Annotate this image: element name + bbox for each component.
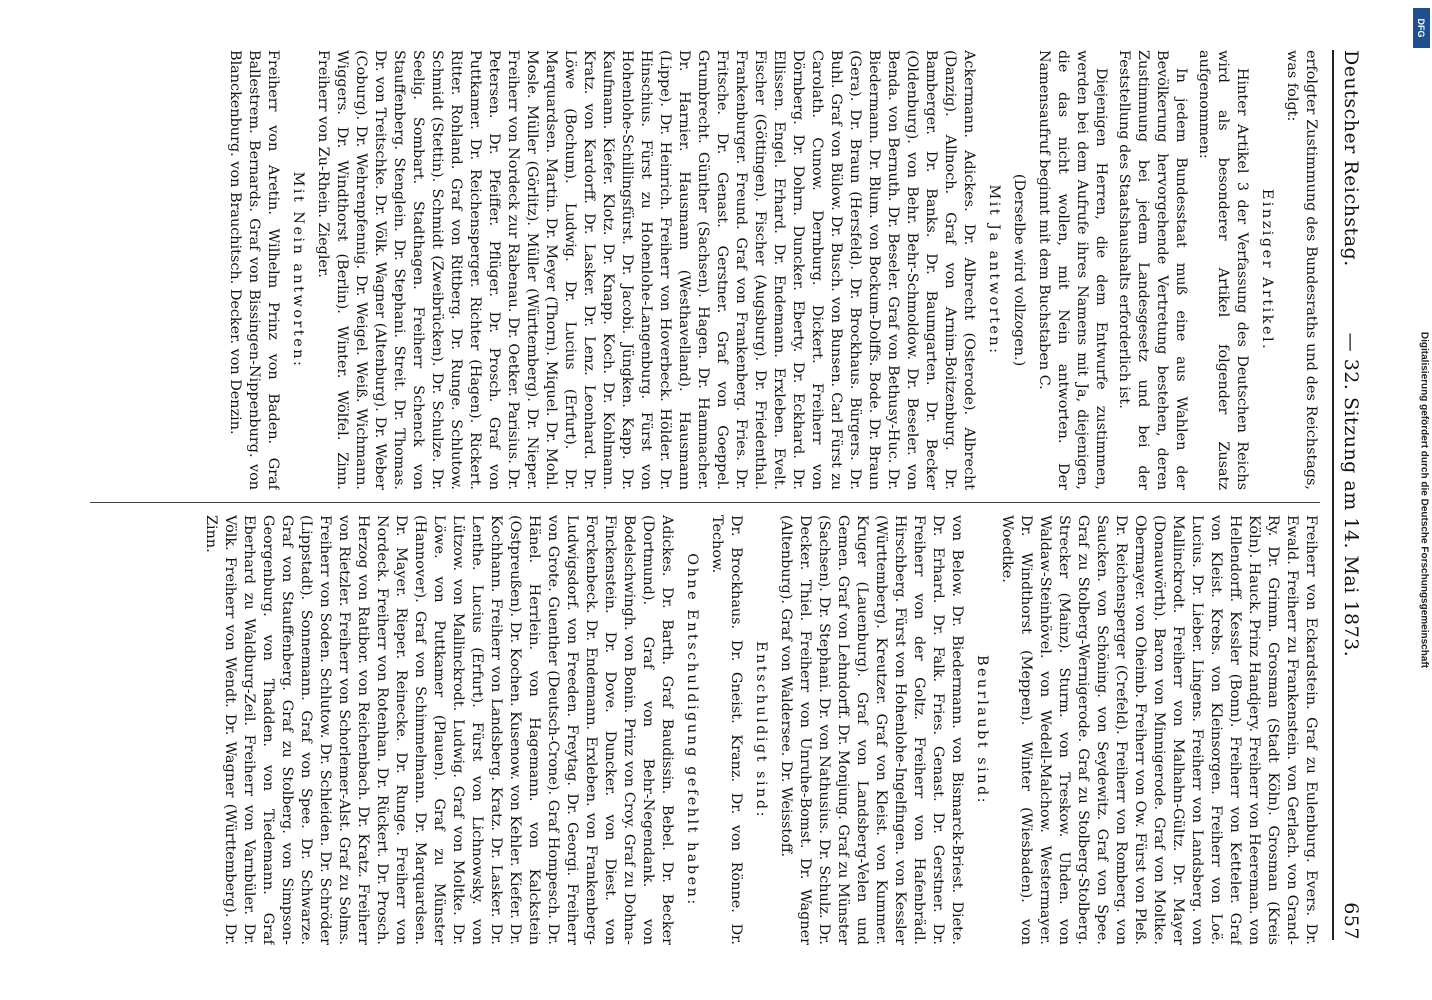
right-column-paragraph: Adickes. Dr. Barth. Graf Baudissin. Bebel. Dr. Becker (Dortmund). Graf von Behr-Negendank. von Bodelschwingh. von Bonin. Prinz von Croy. Graf zu Dohna-Finckenstein. Dr. Dove. Duncker. von Diest. von Forckenbeck. Dr. Endemann. Erxleben. von Frankenberg-Ludwigsdorf. von Freeden. Freytag. Dr. Georgi. Freiherr von Grote. Guenther (Deutsch-Crone). Graf Hompesch. Dr. Hänel. Herrlein. von Hagemann. von Kalckstein (Ostpreußen). Dr. Kochen. Kusenow. von Kehler. Kiefer. Dr. Kochhann. Freiherr von Landsberg. Kratz. Dr. Lasker. Dr. Lenthe. Lucius (Erfurt). Fürst von Lichnowsky. von Lützow. von Mallinckrodt. Ludwig. Graf von Moltke. Dr. Löwe. von Puttkamer (Plauen). Graf zu Münster (Hannover). Graf von Schimmelmann. Dr. Marquardsen. Dr. Mayer. Rieper. Reinecke. Dr. Runge. Freiherr von Nordeck. Freiherr von Rotenhan. Dr. Rückert. Dr. Prosch. Herzog von Ratibor. von Reichenbach. Dr. Kratz. Freiherr von Rietzler. Freiherr von Schorlemer-Alst. Graf zu Solms. Freiherr von Soden. Schlutow. Dr. Schleiden. Dr. Schröder (Lippstadt). Sonnemann. Graf von Spee. Dr. Schwarze. Graf von Stauffenberg. Graf zu Stolberg. von Simpson-Georgenburg. von Thadden. von Tiedemann. Graf Eberhard zu Waldburg-Zeil. Freiherr von Varnbüler. Dr. Völk. Freiherr von Wendt. Dr. Wagner (Württemberg). Dr. Zinn. (203, 515, 675, 945)
dfg-logo-text: DFG (1416, 18, 1426, 38)
right-column-paragraph: Freiherr von Eckardstein. Graf zu Eulenburg. Evers. Dr. Ewald. Freiherr zu Frankenstein. von Gerlach. von Grand-Ry. Dr. Grimm. Grosman (Stadt Köln). Grosman (Kreis Köln). Hauck. Prinz Handjery. Freiherr von Heereman. von Hellendorff. Kessler (Bonn). Freiherr von Ketteler. Graf von Kleist. Krebs. von Kleinsorgen. Freiherr von Loë. Lucius. Dr. Lieber. Lingens. Freiherr von Landsberg. von Mallinckrodt. Freiherr von Malhahn-Gültz. Dr. Mayer (Donauwörth). Baron von Minnigerode. Graf von Moltke. Obermayer. von Oheimb. Freiherr von Ow. Fürst von Pleß. Dr. Reichensperger (Crefeld). Freiherr von Romberg. von Saucken. von Schöning. von Seydewitz. Graf von Spee. Graf zu Stolberg-Wernigerode. Graf zu Stolberg-Stolberg. Strecker (Mainz). Sturm. von Treskow. Uhden. von Waldaw-Steinhövel. von Wedell-Malchow. Westermayer. Dr. Windthorst (Meppen). Winter (Wiesbaden). von Woedtke. (999, 515, 1319, 945)
left-column-paragraph: Mit Ja antworten: (986, 184, 1002, 356)
right-column-paragraph: Ohne Entschuldigung gefehlt haben: (684, 553, 700, 907)
right-column-paragraph: von Below. Dr. Biedermann. von Bismarck-Briest. Diete. Dr. Erhard. Dr. Falk. Fries. Genast. Dr. Gerstner. Dr. Freiherr von der Goltz. Freiherr von Hafenbrädl. Hirschberg. Fürst von Hohenlohe-Ingelfingen. von Kessler (Württemberg). Kreutzer. Graf von Kleist. von Kummer. Kruger (Lauenburg). Graf von Landsberg-Velen und Gemen. Graf von Lehndorff. Dr. Monjung. Graf zu Münster (Sachsen). Dr. Stephani. Dr. von Nathusius. Dr. Schulz. Dr. Decker. Thiel. Freiherr von Unruhe-Bomst. Dr. Wagner (Altenburg). Graf von Waldersee. Dr. Weisstoff. (778, 515, 965, 945)
left-column-paragraph: Ackermann. Adickes. Dr. Albrecht (Osterode). Albrecht (Danzig). Allnoch. Graf von Arnim-Boitzenburg. Dr. Bamberger. Dr. Banks. Dr. Baumgarten. Dr. Becker (Oldenburg). von Behr. Behr-Schmoldow. Dr. Beseler. von Benda. von Bernuth. Dr. Beseler. Graf von Bethusy-Huc. Dr. Biedermann. Dr. Blum. von Bockum-Dolffs. Bode. Dr. Braun (Gera). Dr. Braun (Hersfeld). Dr. Brockhaus. Bürgers. Dr. Buhl. Graf von Bülow. Dr. Busch. von Bunsen. Carl Fürst zu Carolath. Cunow. Dernburg. Dickert. Freiherr von Dörnberg. Dr. Dohrn. Duncker. Eberty. Dr. Eckhard. Dr. Ellissen. Engel. Erhard. Dr. Endemann. Erxleben. Evelt. Fischer (Göttingen). Fischer (Augsburg). Dr. Friedenthal. Frankenburger. Freund. Graf von Frankenberg. Fries. Dr. Fritsche. Dr. Genast. Gerstner. Graf von Goeppel. Grumbrecht. Günther (Sachsen). Hagen. Dr. Hammacher. Dr. Harnier. Hausmann (Westhavelland). Hausmann (Lippe). Dr. Heinrich. Freiherr von Hoverbeck. Hölder. Dr. Hinschius. Fürst zu Hohenlohe-Langenburg. Fürst von Hohenlohe-Schillingsfürst. Dr. Jacobi. Jüngken. Kapp. Dr. Kaufmann. Kiefer. Klotz. Dr. Knapp. Koch. Dr. Kohlmann. Kratz. von Kardorff. Dr. Lasker. Dr. Lenz. Leonhard. Dr. Löwe (Bochum). Ludwig. Dr. Lucius (Erfurt). Dr. Marquardsen. Martin. Dr. Meyer (Thorn). Miquel. Dr. Mohl. Mosle. Müller (Görlitz). Müller (Württemberg). Dr. Nieper. Freiherr von Nordeck zur Rabenau. Dr. Oetker. Parisius. Dr. Petersen. Dr. Pfeiffer. Pflüger. Dr. Prosch. Graf von Puttkamer. Dr. Reichensperger. Richter (Hagen). Rickert. Ritter. Rohland. Graf von Rittberg. Dr. Runge. Schlutow. Schmidt (Stettin). Schmidt (Zweibrücken). Dr. Schulze. Dr. Seelig. Sombart. Stadthagen. Freiherr Schenck von Stauffenberg. Stenglein. Dr. Stephani. Streit. Dr. Thomas. Dr. von Treitschke. Dr. Völk. Wagner (Altenburg). Dr. Weber (Coburg). Dr. Wehrenpfennig. Dr. Weigel. Weiß. Wichmann. Wiggers. Dr. Windthorst (Berlin). Winter. Wölfel. Zinn. Freiherr von Zu-Rhein. Ziegler. (315, 50, 977, 490)
page-number: 657 (1340, 902, 1362, 940)
left-column-paragraph: In jedem Bundesstaat muß eine aus Wahlen der Bevölkerung hervorgehende Vertretung bestehen, deren Zustimmung bei jedem Landesgesetz und bei der Feststellung des Staatshaushalts erforderlich ist. (1116, 50, 1189, 490)
left-column (80, 50, 1320, 490)
column-divider (90, 502, 1320, 503)
left-column-paragraph: erfolgter Zustimmung des Bundesraths und des Reichstags, was folgt: (1284, 50, 1319, 490)
page-header (1332, 50, 1368, 940)
footer-credit: Digitalisierung gefördert durch die Deutsche Forschungsgemeinschaft (1418, 331, 1430, 669)
dfg-logo (1413, 8, 1430, 48)
left-column-paragraph: Einziger Artikel. (1259, 188, 1275, 352)
left-column-paragraph: Mit Nein antworten: (290, 171, 306, 369)
header-publication: Deutscher Reichstag. (1340, 50, 1362, 267)
footer-strip (1410, 40, 1432, 960)
right-column-paragraph: Beurlaubt sind: (974, 654, 990, 806)
left-column-paragraph: Diejenigen Herren, die dem Entwurfe zustimmen, werden bei dem Aufrufe ihres Namens mit Ja, diejenigen, die das nicht wollen, mit Nein antworten. Der Namensaufruf beginnt mit dem Buchstaben C. (1036, 50, 1109, 490)
left-column-paragraph: Hinter Artikel 3 der Verfassung des Deutschen Reichs wird als besonderer Artikel folgender Zusatz aufgenommen: (1196, 50, 1250, 490)
right-column (80, 515, 1320, 945)
scanned-page (46, 20, 1386, 980)
left-column-paragraph: Freiherr von Aretin. Wilhelm Prinz von Baden. Graf Ballestrem. Bernards. Graf von Bissingen-Nippenburg. von Blanckenburg. von Brauchitsch. Decker. von Denzin. (227, 50, 281, 490)
header-session: — 32. Sitzung am 14. Mai 1873. (1340, 332, 1362, 658)
right-column-paragraph: Dr. Brockhaus. Dr. Gneist. Kranz. Dr. von Rönne. Dr. Techow. (709, 515, 744, 945)
left-column-paragraph: (Derselbe wird vollzogen.) (1011, 173, 1027, 367)
right-column-paragraph: Entschuldigt sind: (753, 641, 769, 819)
